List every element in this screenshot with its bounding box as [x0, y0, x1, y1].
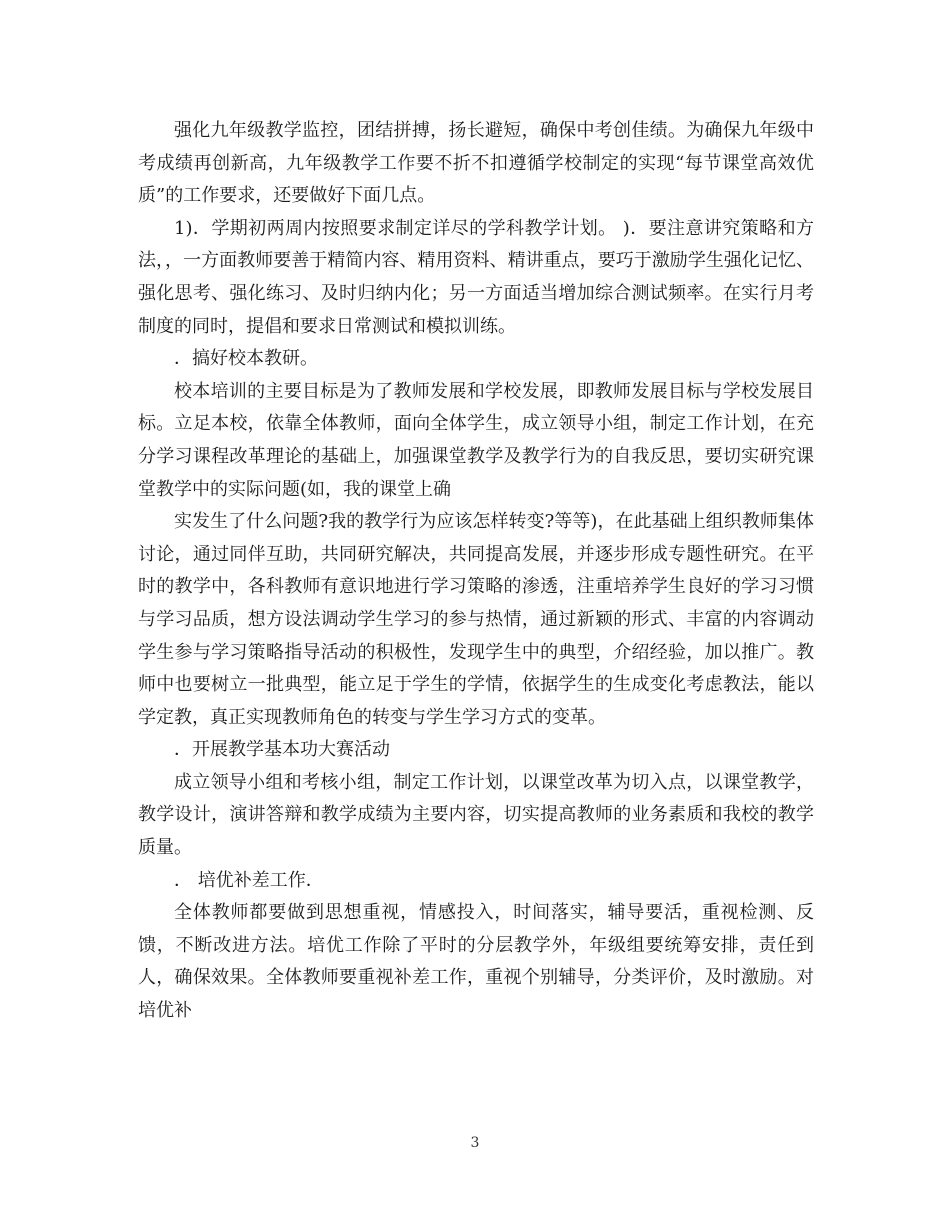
heading-tutoring: ． 培优补差工作．	[174, 869, 324, 891]
heading-skills-contest: ．开展教学基本功大赛活动	[174, 739, 390, 761]
document-body	[138, 115, 814, 1028]
heading-school-research: ．搞好校本教研。	[174, 348, 318, 370]
paragraph-school-training: 校本培训的主要目标是为了教师发展和学校发展，即教师发展目标与学校发展目标。立足本校，依靠全体教师，面向全体学生，成立领导小组，制定工作计划，在充分学习课程改革理论的基础上，加强课堂教学及教学行为的自我反思，要切实研究课堂教学中的实际问题(如，我的课堂上确	[138, 380, 814, 500]
paragraph-tutoring: 全体教师都要做到思想重视，情感投入，时间落实，辅导要活，重视检测、反馈，不断改进方法。培优工作除了平时的分层教学外，年级组要统筹安排，责任到人，确保效果。全体教师要重视补差工作，重视个别辅导，分类评价，及时激励。对培优补	[138, 902, 814, 1022]
paragraph-item-1: 1)．学期初两周内按照要求制定详尽的学科教学计划。 )．要注意讲究策略和方法，，一方面教师要善于精简内容、精用资料、精讲重点，要巧于激励学生强化记忆、强化思考、强化练习、及时归纳内化；另一方面适当增加综合测试频率。在实行月考制度的同时，提倡和要求日常测试和模拟训练。	[138, 217, 814, 337]
paragraph-skills-contest: 成立领导小组和考核小组，制定工作计划，以课堂改革为切入点，以课堂教学，教学设计，演讲答辩和教学成绩为主要内容，切实提高教师的业务素质和我校的教学质量。	[138, 771, 814, 859]
page-number: 3	[470, 1135, 480, 1151]
paragraph-intro: 强化九年级教学监控，团结拼搏，扬长避短，确保中考创佳绩。为确保九年级中考成绩再创新高，九年级教学工作要不折不扣遵循学校制定的实现“每节课堂高效优质”的工作要求，还要做好下面几点。	[138, 120, 814, 207]
paragraph-school-training-cont: 实发生了什么问题?我的教学行为应该怎样转变?等等)，在此基础上组织教师集体讨论，通过同伴互助，共同研究解决，共同提高发展，并逐步形成专题性研究。在平时的教学中，各科教师有意识地进行学习策略的渗透，注重培养学生良好的学习习惯与学习品质，想方设法调动学生学习的参与热情，通过新颖的形式、丰富的内容调动学生参与学习策略指导活动的积极性，发现学生中的典型，介绍经验，加以推广。教师中也要树立一批典型，能立足于学生的学情，依据学生的生成变化考虑教法，能以学定教，真正实现教师角色的转变与学生学习方式的变革。	[138, 511, 814, 728]
